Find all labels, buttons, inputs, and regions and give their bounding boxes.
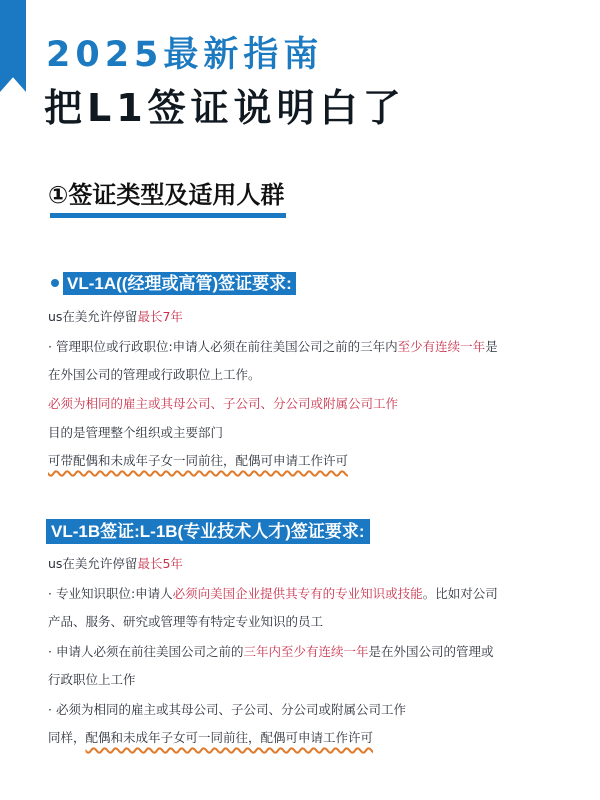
l1b-stay-line (48, 556, 183, 572)
l1a-family-line (48, 453, 348, 469)
l1a-req1-highlight: 至少有连续一年 (397, 339, 486, 354)
l1a-req1-line (48, 339, 498, 355)
l1b-req2-suffix: 是在外国公司的管理或 (368, 644, 494, 659)
l1b-req2-line (48, 644, 493, 660)
l1b-employer-note: · 必须为相同的雇主或其母公司、子公司、分公司或附属公司工作 (48, 702, 406, 717)
l1b-req1-line (48, 586, 498, 602)
l1b-req1-suffix: 。比如对公司 (422, 586, 498, 601)
l1a-req1-prefix: · 管理职位或行政职位:申请人必须在前往美国公司之前的三年内 (48, 339, 398, 354)
l1a-req1-suffix: 是 (485, 339, 498, 354)
l1b-stay-prefix: us在美允许停留 (48, 556, 138, 571)
l1b-family-line (48, 730, 373, 746)
l1a-stay-line (48, 309, 183, 325)
l1b-stay-value: 最长5年 (137, 556, 183, 571)
l1a-employer-note: 必须为相同的雇主或其母公司、子公司、分公司或附属公司工作 (48, 396, 399, 411)
l1b-req1-line2: 产品、服务、研究或管理等有特定专业知识的员工 (48, 614, 324, 629)
bookmark-ribbon-icon (0, 0, 26, 92)
l1a-label: VL-1A((经理或高管)签证要求: (63, 272, 296, 295)
l1b-family-rest: 配偶和未成年子女可一同前往，配偶可申请工作许可 (85, 730, 374, 745)
l1b-req1-highlight: 必须向美国企业提供其专有的专业知识或技能 (172, 586, 423, 601)
l1a-stay-value: 最长7年 (137, 309, 183, 324)
l1b-req2-line2: 行政职位上工作 (48, 672, 136, 687)
section-heading: ①签证类型及适用人群 (48, 180, 284, 214)
l1a-req1-line2: 在外国公司的管理或行政职位上工作。 (48, 367, 261, 382)
l1a-family: 可带配偶和未成年子女一同前往，配偶可申请工作许可 (48, 453, 349, 468)
bullet-dot-icon (51, 279, 59, 287)
l1a-purpose: 目的是管理整个组织或主要部门 (48, 425, 224, 440)
page-title-main: 把L1签证说明白了 (44, 86, 406, 130)
l1b-label: VL-1B签证:L-1B(专业技术人才)签证要求: (46, 519, 370, 544)
l1a-stay-prefix: us在美允许停留 (48, 309, 138, 324)
l1b-req2-prefix: · 申请人必须在前往美国公司之前的 (48, 644, 244, 659)
l1b-req1-prefix: · 专业知识职位:申请人 (48, 586, 173, 601)
l1b-family-prefix: 同样， (48, 730, 86, 745)
l1b-req2-highlight: 三年内至少有连续一年 (243, 644, 369, 659)
page-title-year: 2025最新指南 (46, 35, 324, 75)
